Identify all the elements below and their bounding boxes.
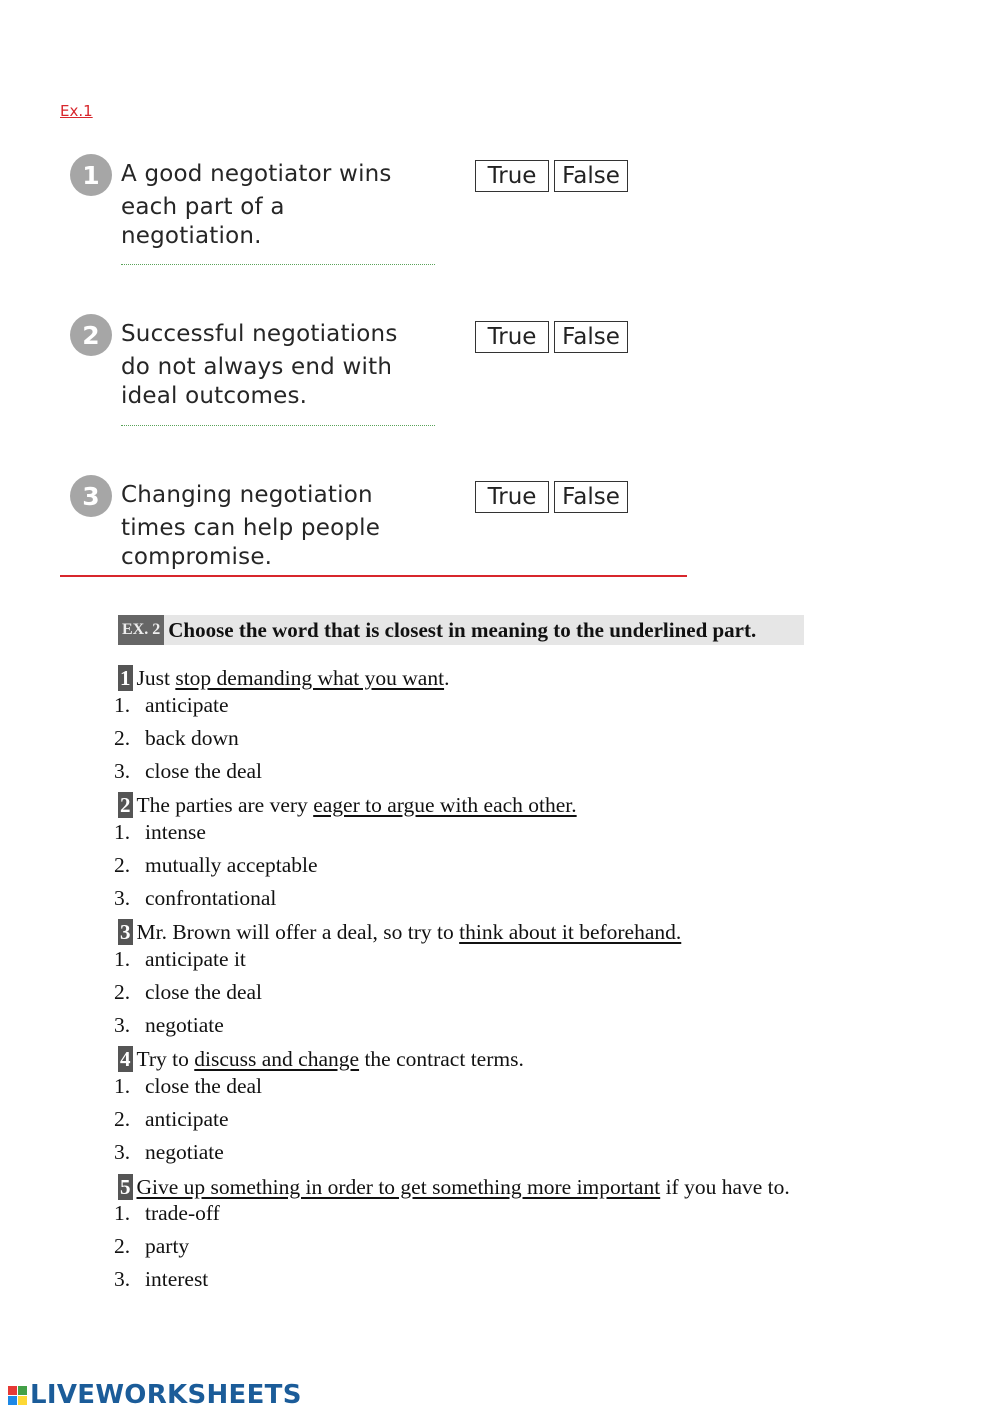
statement-number-badge: 5 [120,1175,131,1199]
false-button[interactable]: False [554,481,628,513]
statement-text: if you have to. [665,1174,790,1199]
option-text: close the deal [145,759,263,783]
true-button[interactable]: True [475,481,549,513]
option-text: interest [145,1267,209,1291]
option-number: 1. [114,947,131,971]
underlined-phrase: think about it beforehand. [459,919,682,944]
option-number: 3. [114,886,131,910]
option-text: close the deal [145,1074,263,1098]
question-line: negotiation. [121,223,262,249]
option-number: 2. [114,853,131,877]
question-line: Changing negotiation [121,482,373,508]
statement-text: Just [136,665,170,690]
question-number-badge: 3 [70,475,112,517]
exercise-2-header [118,615,804,645]
statement [118,1174,790,1200]
logo-square [18,1396,27,1405]
answer-option[interactable] [114,726,239,751]
underlined-phrase: eager to argue with each other. [313,792,577,817]
true-button[interactable]: True [475,321,549,353]
liveworksheets-logo-icon [8,1386,27,1405]
option-text: close the deal [145,980,263,1004]
underlined-phrase: discuss and change [194,1046,360,1071]
answer-option[interactable] [114,1074,262,1099]
statement-number-badge: 3 [120,920,131,944]
exercise-2-instruction: Choose the word that is closest in meaning to the underlined part. [168,617,757,642]
option-text: back down [145,726,239,750]
option-number: 3. [114,1140,131,1164]
option-text: party [145,1234,190,1258]
liveworksheets-brand: LIVEWORKSHEETS [30,1380,302,1410]
answer-dotted-line [121,264,435,265]
liveworksheets-footer[interactable] [8,1380,302,1410]
logo-square [18,1386,27,1395]
logo-square [8,1396,17,1405]
answer-option[interactable] [114,820,206,845]
question-text [121,318,441,413]
underlined-phrase: Give up something in order to get something more important [136,1174,661,1199]
question-line: times can help people [121,515,381,541]
answer-option[interactable] [114,947,246,972]
answer-option[interactable] [114,1234,189,1259]
answer-option[interactable] [114,759,262,784]
exercise-2-tag: EX. 2 [118,615,164,645]
question-line: A good negotiator wins [121,161,392,187]
statement [118,1046,524,1072]
option-number: 2. [114,726,131,750]
answer-option[interactable] [114,1201,220,1226]
answer-option[interactable] [114,1140,224,1165]
question-number-badge: 1 [70,154,112,196]
statement-text: . [444,665,450,690]
option-number: 3. [114,759,131,783]
answer-option[interactable] [114,886,276,911]
option-text: mutually acceptable [145,853,318,877]
statement [118,665,449,691]
question-line: each part of a [121,194,285,220]
answer-option[interactable] [114,853,318,878]
option-text: trade-off [145,1201,220,1225]
false-button[interactable]: False [554,160,628,192]
option-text: confrontational [145,886,277,910]
false-button[interactable]: False [554,321,628,353]
option-number: 2. [114,1234,131,1258]
statement-text: the contract terms. [364,1046,524,1071]
statement-number-badge: 4 [120,1047,131,1071]
underlined-phrase: stop demanding what you want [175,665,445,690]
section-divider [60,575,687,577]
option-number: 2. [114,1107,131,1131]
option-text: anticipate [145,1107,229,1131]
option-number: 1. [114,1201,131,1225]
option-text: anticipate [145,693,229,717]
option-number: 1. [114,820,131,844]
question-text [121,479,441,574]
answer-option[interactable] [114,1267,208,1292]
question-line: ideal outcomes. [121,383,308,409]
option-number: 3. [114,1267,131,1291]
statement-number-badge: 1 [120,666,131,690]
logo-square [8,1386,17,1395]
answer-option[interactable] [114,980,262,1005]
statement [118,919,681,945]
option-number: 1. [114,693,131,717]
answer-option[interactable] [114,1013,224,1038]
option-text: intense [145,820,206,844]
option-number: 3. [114,1013,131,1037]
statement-number-badge: 2 [120,793,131,817]
answer-dotted-line [121,425,435,426]
question-line: compromise. [121,544,273,570]
statement-text: Try to [136,1046,189,1071]
option-number: 2. [114,980,131,1004]
statement-text: Mr. Brown will offer a deal, so try to [136,919,454,944]
option-text: negotiate [145,1013,224,1037]
question-number-badge: 2 [70,314,112,356]
exercise-1-label: Ex.1 [60,102,93,120]
option-text: anticipate it [145,947,246,971]
option-number: 1. [114,1074,131,1098]
answer-option[interactable] [114,1107,229,1132]
true-button[interactable]: True [475,160,549,192]
statement [118,792,577,818]
statement-text: The parties are very [136,792,308,817]
question-line: do not always end with [121,354,393,380]
question-text [121,158,441,253]
answer-option[interactable] [114,693,229,718]
question-line: Successful negotiations [121,321,398,347]
option-text: negotiate [145,1140,224,1164]
